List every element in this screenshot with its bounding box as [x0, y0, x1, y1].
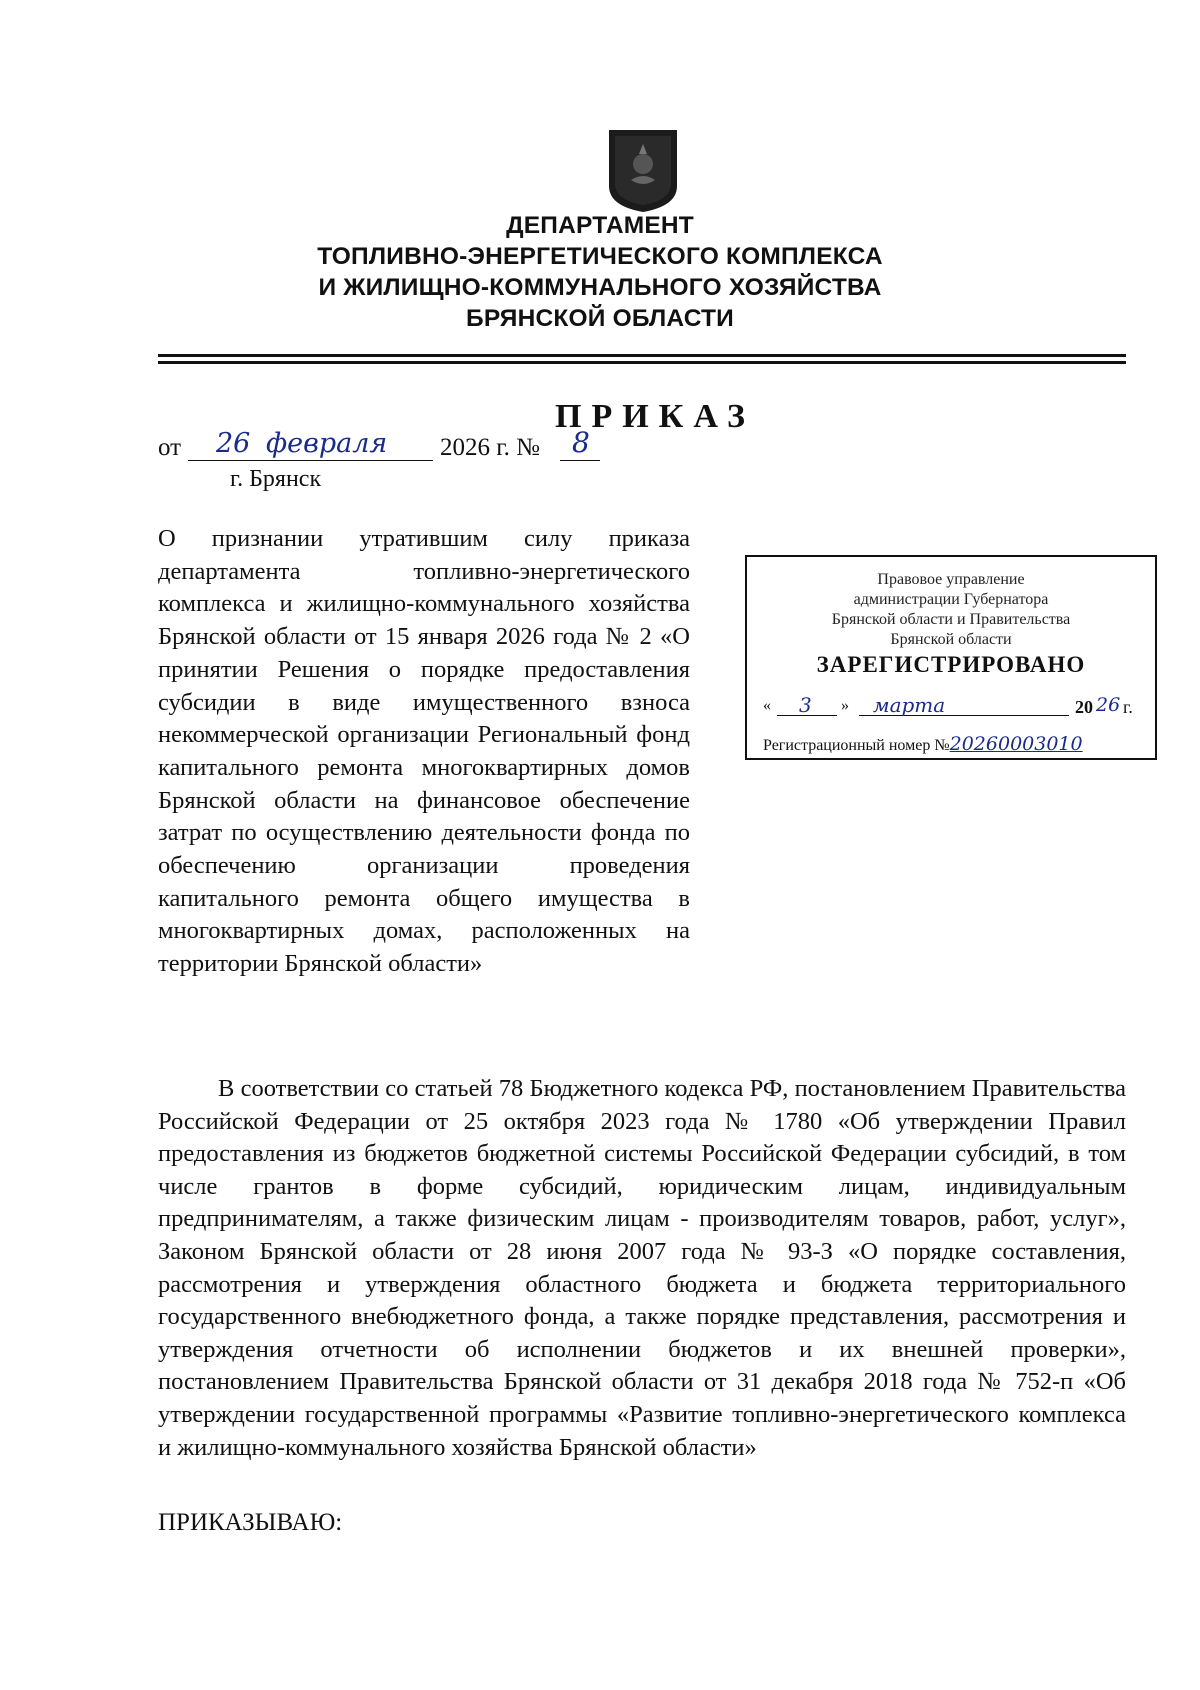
stamp-line-1: Правовое управление — [877, 571, 1025, 588]
stamp-year-end: г. — [1123, 697, 1133, 717]
header-rule-bottom — [158, 361, 1126, 364]
order-subject-title: О признании утратившим силу приказа департамента топливно-энергетического комплекса и жилищно-коммунального хозяйства Брянской области от 15 января 2026 года № 2 «О принятии Решения о порядке предоставления субсидии в виде имущественного взноса некоммерческой организации Региональный фонд капитального ремонта многоквартирных домов Брянской области на финансовое обеспечение затрат по осуществлению деятельности фонда по обеспечению организации проведения капитального ремонта общего имущества в многоквартирных домах, расположенных на территории Брянской области» — [158, 525, 690, 978]
stamp-year-handwritten: 26 — [1096, 694, 1121, 716]
stamp-open-quote: « — [763, 697, 771, 714]
stamp-date-line — [763, 693, 1153, 721]
stamp-registered-label: ЗАРЕГИСТРИРОВАНО — [816, 652, 1086, 677]
stamp-month-handwritten: марта — [873, 693, 946, 717]
date-from-label: от — [158, 434, 182, 461]
department-header — [0, 210, 1200, 334]
stamp-line-4: Брянской области — [890, 631, 1012, 648]
stamp-registration-number — [763, 733, 1083, 755]
stamp-reg-number-handwritten: 20260003010 — [949, 733, 1083, 755]
order-number-handwritten: 8 — [572, 426, 590, 459]
order-word: ПРИКАЗЫВАЮ: — [158, 1509, 343, 1536]
date-year-label: 2026 г. № — [440, 434, 541, 461]
stamp-year-prefix: 20 — [1075, 697, 1093, 717]
city-name: г. Брянск — [230, 466, 322, 492]
stamp-close-quote: » — [841, 697, 849, 714]
date-day-handwritten: 26 — [216, 428, 251, 459]
registration-stamp — [745, 555, 1157, 760]
header-line-1: ДЕПАРТАМЕНТ — [506, 212, 694, 239]
stamp-day-handwritten: 3 — [799, 693, 812, 717]
document-type-title: ПРИКАЗ — [555, 398, 755, 435]
coat-of-arms-emblem — [605, 126, 681, 214]
header-line-3: И ЖИЛИЩНО-КОММУНАЛЬНОГО ХОЗЯЙСТВА — [318, 274, 882, 301]
stamp-line-2: администрации Губернатора — [853, 591, 1049, 608]
stamp-reg-label: Регистрационный номер № — [763, 737, 950, 754]
preamble-paragraph: В соответствии со статьей 78 Бюджетного кодекса РФ, постановлением Правительства Российской Федерации от 25 октября 2023 года № 1780 «Об утверждении Правил предоставления из бюджетов бюджетной системы Российской Федерации субсидий, в том числе грантов в форме субсидий, юридическим лицам, индивидуальным предпринимателям, а также физическим лицам - производителям товаров, работ, услуг», Законом Брянской области от 28 июня 2007 года № 93-З «О порядке составления, рассмотрения и утверждения областного бюджета и бюджета территориального государственного внебюджетного фонда, а также порядке представления, рассмотрения и утверждения отчетности об исполнении бюджетов и их внешней проверки», постановлением Правительства Брянской области от 31 декабря 2018 года № 752-п «Об утверждении государственной программы «Развитие топливно-энергетического комплекса и жилищно-коммунального хозяйства Брянской области» — [158, 1075, 1126, 1461]
date-month-handwritten: февраля — [266, 428, 388, 459]
stamp-line-3: Брянской области и Правительства — [831, 611, 1071, 628]
header-line-4: БРЯНСКОЙ ОБЛАСТИ — [466, 305, 734, 332]
header-line-2: ТОПЛИВНО-ЭНЕРГЕТИЧЕСКОГО КОМПЛЕКСА — [317, 243, 883, 270]
header-rule-top — [158, 354, 1126, 357]
